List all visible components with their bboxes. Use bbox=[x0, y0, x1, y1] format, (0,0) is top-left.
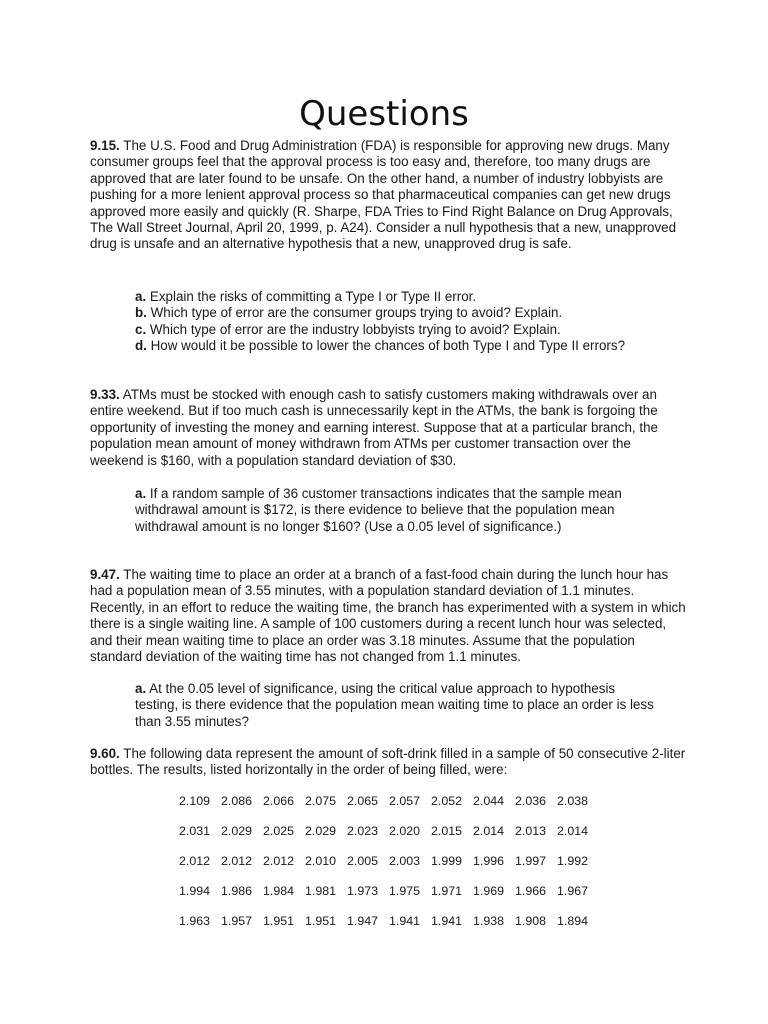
table-cell: 2.036 bbox=[515, 794, 547, 808]
part-text: If a random sample of 36 customer transactions indicates that the sample mean withdrawal amount is $172, is there evidence to believe that the population mean withdrawal amount is no longer $160? (Use a 0.05 level of significance.) bbox=[135, 486, 622, 534]
question-9-33 bbox=[90, 387, 686, 469]
table-cell: 1.951 bbox=[263, 914, 295, 928]
table-row bbox=[175, 883, 599, 913]
table-cell: 1.941 bbox=[389, 914, 421, 928]
table-cell: 2.005 bbox=[347, 854, 379, 868]
table-cell: 1.967 bbox=[557, 884, 589, 898]
question-9-15-parts bbox=[135, 289, 645, 355]
table-cell: 2.023 bbox=[347, 824, 379, 838]
table-cell: 2.015 bbox=[431, 824, 463, 838]
question-9-47 bbox=[90, 567, 686, 665]
question-number: 9.60. bbox=[90, 746, 120, 761]
table-cell: 2.075 bbox=[305, 794, 337, 808]
part-text: How would it be possible to lower the chances of both Type I and Type II errors? bbox=[146, 338, 626, 354]
list-item bbox=[135, 486, 645, 535]
table-cell: 1.971 bbox=[431, 884, 463, 898]
table-cell: 2.066 bbox=[263, 794, 295, 808]
table-cell: 2.029 bbox=[221, 824, 253, 838]
table-cell: 1.973 bbox=[347, 884, 379, 898]
table-cell: 1.984 bbox=[263, 884, 295, 898]
question-9-47-parts bbox=[135, 681, 655, 730]
question-number: 9.47. bbox=[90, 567, 120, 582]
table-cell: 2.012 bbox=[263, 854, 295, 868]
table-cell: 2.052 bbox=[431, 794, 463, 808]
part-letter: d. bbox=[135, 338, 147, 354]
table-row bbox=[175, 793, 599, 823]
table-cell: 2.003 bbox=[389, 854, 421, 868]
question-9-33-parts bbox=[135, 486, 645, 535]
table-cell: 2.086 bbox=[221, 794, 253, 808]
table-row bbox=[175, 823, 599, 853]
question-text: The following data represent the amount of soft-drink filled in a sample of 50 consecutive 2-liter bottles. The results, listed horizontally in the order of being filled, were: bbox=[90, 746, 686, 778]
part-text: Explain the risks of committing a Type I or Type II error. bbox=[146, 289, 477, 304]
list-item bbox=[135, 322, 645, 338]
question-text: The waiting time to place an order at a branch of a fast-food chain during the lunch hour has had a population mean of 3.55 minutes, with a population standard deviation of 1.1 minutes. Recently, in an effort to reduce the waiting time, the branch has experimented with a system in which there is a single waiting line. A sample of 100 customers during a recent lunch hour was selected, and their mean waiting time to place an order was 3.18 minutes. Assume that the population standard deviation of the waiting time has not changed from 1.1 minutes. bbox=[90, 567, 686, 665]
table-cell: 1.986 bbox=[221, 884, 253, 898]
table-cell: 1.963 bbox=[179, 914, 211, 928]
table-cell: 1.947 bbox=[347, 914, 379, 928]
table-cell: 2.012 bbox=[179, 854, 211, 868]
table-cell: 2.031 bbox=[179, 824, 211, 838]
table-cell: 2.013 bbox=[515, 824, 547, 838]
table-cell: 2.065 bbox=[347, 794, 379, 808]
table-cell: 2.109 bbox=[179, 794, 211, 808]
table-cell: 2.014 bbox=[473, 824, 505, 838]
list-item bbox=[135, 681, 655, 730]
question-number: 9.33. bbox=[90, 387, 120, 402]
part-letter: a. bbox=[135, 681, 147, 696]
table-cell: 1.908 bbox=[515, 914, 547, 928]
table-cell: 2.044 bbox=[473, 794, 505, 808]
list-item bbox=[135, 305, 645, 321]
part-letter: a. bbox=[135, 289, 147, 304]
page-title: Questions bbox=[299, 94, 469, 134]
table-cell: 2.012 bbox=[221, 854, 253, 868]
table-row bbox=[175, 853, 599, 883]
table-cell: 2.010 bbox=[305, 854, 337, 868]
table-cell: 1.941 bbox=[431, 914, 463, 928]
table-cell: 2.057 bbox=[389, 794, 421, 808]
table-cell: 1.938 bbox=[473, 914, 505, 928]
table-cell: 2.020 bbox=[389, 824, 421, 838]
table-cell: 1.969 bbox=[473, 884, 505, 898]
table-cell: 2.025 bbox=[263, 824, 295, 838]
data-table bbox=[175, 793, 599, 943]
table-cell: 1.951 bbox=[305, 914, 337, 928]
list-item bbox=[135, 289, 645, 305]
question-text: ATMs must be stocked with enough cash to satisfy customers making withdrawals over an entire weekend. But if too much cash is unnecessarily kept in the ATMs, the bank is forgoing the opportunity of investing the money and earning interest. Suppose that at a particular branch, the population mean amount of money withdrawn from ATMs per customer transaction over the weekend is $160, with a population standard deviation of $30. bbox=[90, 387, 658, 468]
question-number: 9.15. bbox=[90, 138, 120, 153]
part-text: Which type of error are the consumer groups trying to avoid? Explain. bbox=[146, 305, 563, 321]
part-letter: b. bbox=[135, 305, 147, 321]
table-cell: 1.957 bbox=[221, 914, 253, 928]
table-cell: 1.999 bbox=[431, 854, 463, 868]
question-text: The U.S. Food and Drug Administration (FDA) is responsible for approving new drugs. Many consumer groups feel that the approval process is too easy and, therefore, too many drugs are approved that are later found to be unsafe. On the other hand, a number of industry lobbyists are pushing for a more lenient approval process so that pharmaceutical companies can get new drugs approved more easily and quickly (R. Sharpe, FDA Tries to Find Right Balance on Drug Approvals, The Wall Street Journal, April 20, 1999, p. A24). Consider a null hypothesis that a new, unapproved drug is unsafe and an alternative hypothesis that a new, unapproved drug is safe. bbox=[90, 138, 677, 252]
table-cell: 1.994 bbox=[179, 884, 211, 898]
data-table-body bbox=[175, 793, 599, 943]
table-row bbox=[175, 913, 599, 943]
table-cell: 1.992 bbox=[557, 854, 589, 868]
table-cell: 2.014 bbox=[557, 824, 589, 838]
part-text: Which type of error are the industry lobbyists trying to avoid? Explain. bbox=[146, 321, 561, 337]
list-item bbox=[135, 338, 645, 354]
table-cell: 1.996 bbox=[473, 854, 505, 868]
table-cell: 2.029 bbox=[305, 824, 337, 838]
part-letter: c. bbox=[135, 321, 147, 337]
table-cell: 1.894 bbox=[557, 914, 589, 928]
question-9-60 bbox=[90, 746, 686, 779]
table-cell: 1.966 bbox=[515, 884, 547, 898]
question-9-15 bbox=[90, 138, 686, 253]
table-cell: 1.975 bbox=[389, 884, 421, 898]
part-text: At the 0.05 level of significance, using the critical value approach to hypothesis testing, is there evidence that the population mean waiting time to place an order is less than 3.55 minutes? bbox=[135, 681, 654, 729]
table-cell: 1.997 bbox=[515, 854, 547, 868]
table-cell: 2.038 bbox=[557, 794, 589, 808]
part-letter: a. bbox=[135, 486, 147, 501]
table-cell: 1.981 bbox=[305, 884, 337, 898]
